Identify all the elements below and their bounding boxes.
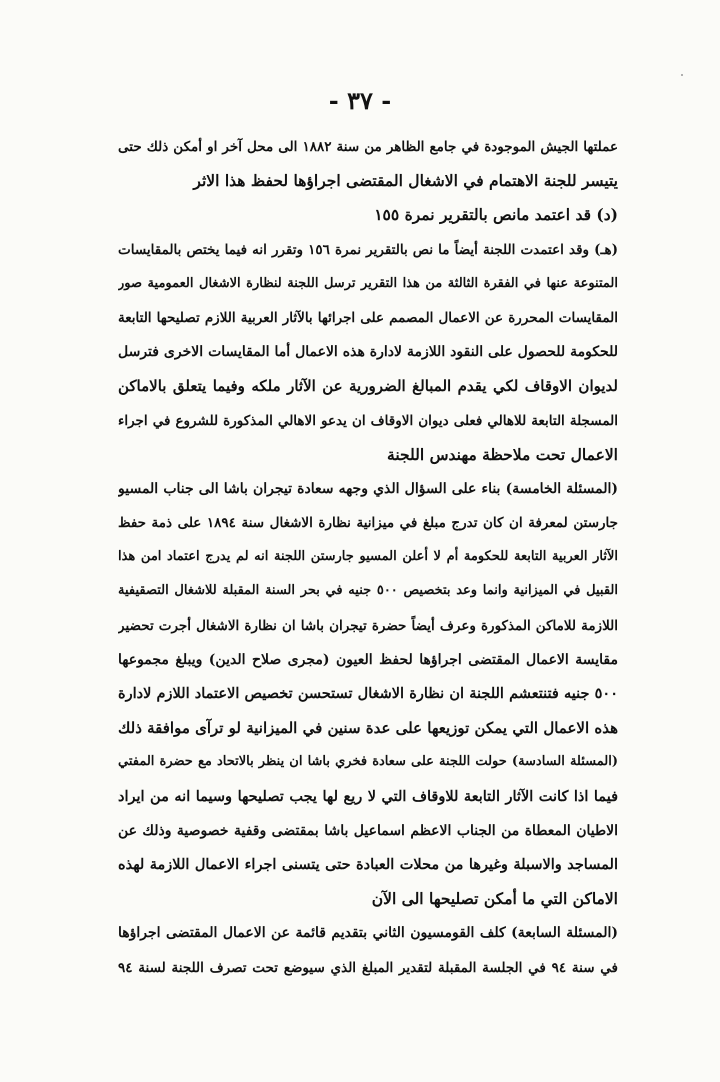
text-line: (هـ) وقد اعتمدت اللجنة أيضاً ما نص بالتقرير نمرة ١٥٦ وتقرر انه فيما يختص بالمقايسات — [118, 241, 618, 258]
text-line: مقايسة الاعمال المقتضى اجراؤها لحفظ العيون (مجرى صلاح الدين) ويبلغ مجموعها — [118, 651, 618, 668]
text-line: المساجد والاسبلة وغيرها من محلات العبادة حتى يتسنى اجراء الاعمال اللازمة لهذه — [118, 855, 618, 873]
text-line: الآثار العربية التابعة للحكومة أم لا أعلن المسيو جارستن اللجنة انه لم يدرج اعتماد امن هذا — [118, 549, 618, 565]
margin-dot — [681, 74, 683, 76]
text-line: الاعمال تحت ملاحظة مهندس اللجنة — [387, 444, 618, 464]
text-line: للحكومة للحصول على النقود اللازمة لادارة هذه الاعمال أما المقايسات الاخرى فترسل — [118, 344, 618, 361]
text-line: جارستن لمعرفة ان كان تدرج مبلغ في ميزانية نظارة الاشغال سنة ١٨٩٤ على ذمة حفظ — [118, 515, 618, 532]
text-line: المتنوعة عنها في الفقرة الثالثة من هذا التقرير ترسل اللجنة لنظارة الاشغال العمومية صور — [118, 275, 618, 291]
text-line: المسجلة التابعة للاهالي فعلى ديوان الاوقاف ان يدعو الاهالي المذكورة للشروع في اجراء — [118, 412, 618, 429]
text-line: فيما اذا كانت الآثار التابعة للاوقاف التي لا ريع لها يجب تصليحها وسيما انه من ايراد — [118, 787, 618, 805]
text-line: القبيل في الميزانية وانما وعد بتخصيص ٥٠٠ جنيه في بحر السنة المقبلة للاشغال التصقيفية — [118, 583, 618, 599]
text-line: ٥٠٠ جنيه فتنتعشم اللجنة ان نظارة الاشغال تستحسن تخصيص الاعتماد اللازم لادارة — [118, 685, 618, 702]
text-line: هذه الاعمال التي يمكن توزيعها على عدة سنين في الميزانية لو ترآى موافقة ذلك — [118, 719, 618, 738]
text-line: اللازمة للاماكن المذكورة وعرف أيضاً حضرة تيجران باشا ان نظارة الاشغال أجرت تحضير — [118, 617, 618, 634]
text-line: الاطيان المعطاة من الجناب الاعظم اسماعيل باشا بمقتضى وقفية خصوصية وذلك عن — [118, 822, 618, 839]
page-number: - ٣٧ - — [328, 86, 392, 115]
text-line: يتيسر للجنة الاهتمام في الاشغال المقتضى اجراؤها لحفظ هذا الاثر — [193, 171, 618, 191]
text-line: المقايسات المحررة عن الاعمال المصمم على اجرائها بالآثار العربية اللازم تصليحها التابعة — [118, 309, 618, 326]
body-text — [118, 130, 618, 985]
text-line: لديوان الاوقاف لكي يقدم المبالغ الضرورية عن الآثار ملكه وفيما يتعلق بالاماكن — [118, 377, 618, 396]
text-line: عملتها الجيش الموجودة في جامع الظاهر من سنة ١٨٨٢ الى محل آخر او أمكن ذلك حتى — [118, 139, 618, 155]
text-line: (المسئلة السابعة) كلف القومسيون الثاني بتقديم قائمة عن الاعمال المقتضى اجراؤها — [118, 925, 618, 942]
text-line: (المسئلة الخامسة) بناء على السؤال الذي وجهه سعادة تيجران باشا الى جناب المسيو — [118, 480, 618, 497]
text-line: (المسئلة السادسة) حولت اللجنة على سعادة فخري باشا ان ينظر بالاتحاد مع حضرة المفتي — [118, 754, 618, 770]
text-line: (د) قد اعتمد مانص بالتقرير نمرة ١٥٥ — [374, 205, 618, 225]
text-line: في سنة ٩٤ في الجلسة المقبلة لتقدير المبلغ الذي سيوضع تحت تصرف اللجنة لسنة ٩٤ — [118, 959, 618, 976]
text-line: الاماكن التي ما أمكن تصليحها الى الآن — [371, 889, 618, 909]
